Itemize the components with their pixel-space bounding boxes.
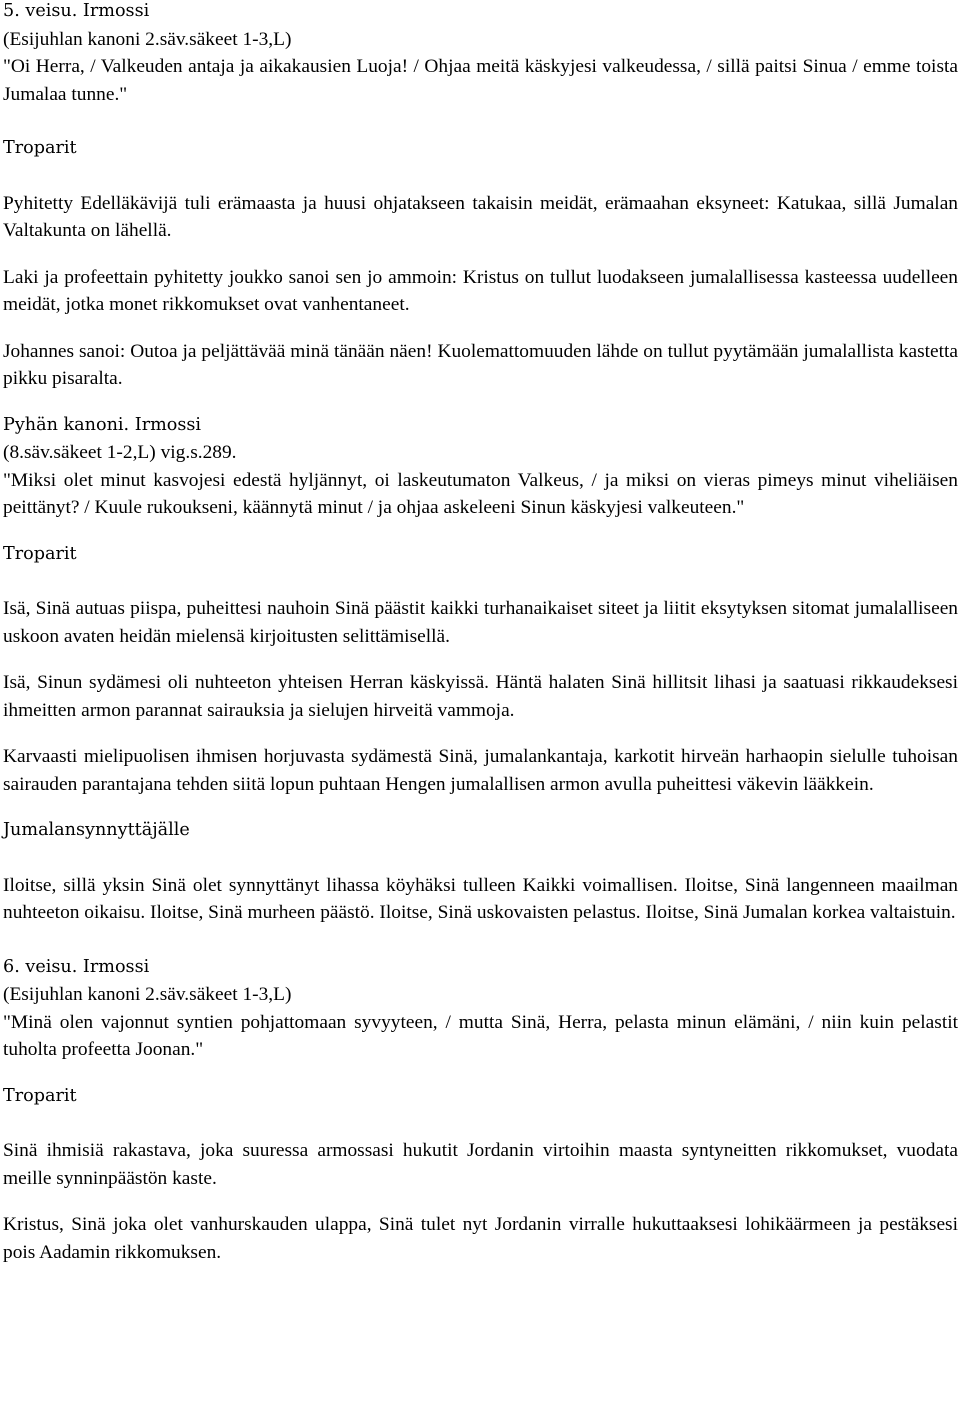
- troparit-label: Troparit: [3, 543, 77, 564]
- section-heading: 6. veisu. Irmossi: [3, 956, 150, 977]
- canon-note: (Esijuhlan kanoni 2.säv.säkeet 1-3,L): [3, 28, 292, 50]
- troparion: Karvaasti mielipuolisen ihmisen horjuvasta sydämestä Sinä, jumalankantaja, karkotit hirveän harhaopin sielulle tuhoisan sairauden parantajana tehden siitä lopun puhtaan Hengen jumalallisen armon avulla puheittesi väkevin lääkkein.: [3, 746, 958, 795]
- troparion: Johannes sanoi: Outoa ja peljättävää minä tänään näen! Kuolemattomuuden lähde on tullut pyytämään jumalallista kastetta pikku pisaralta.: [3, 340, 958, 389]
- section-heading: 5. veisu. Irmossi: [3, 1, 150, 21]
- troparion: Kristus, Sinä joka olet vanhurskauden ulappa, Sinä tulet nyt Jordanin virralle hukuttaaksesi lohikäärmeen ja pestäksesi pois Aadamin rikkomuksen.: [3, 1214, 958, 1263]
- troparion: Laki ja profeettain pyhitetty joukko sanoi sen jo ammoin: Kristus on tullut luodakseen jumalallisessa kasteessa uudelleen meidät, jotka monet rikkomukset ovat vanhentaneet.: [3, 266, 958, 315]
- irmos-text: "Miksi olet minut kasvojesi edestä hyljännyt, oi laskeutumaton Valkeus, / ja miksi on vieras pimeys minut viheliäisen peittänyt? / Kuule rukoukseni, käännytä minut / ja ohjaa askeleeni Sinun käskyjesi valkeuteen.": [3, 469, 958, 518]
- theotokion-text: Iloitse, sillä yksin Sinä olet synnyttänyt lihassa köyhäksi tulleen Kaikki voimallisen. Iloitse, Sinä langenneen maailman nuhteeton oikaisu. Iloitse, Sinä murheen päästö. Iloitse, Sinä uskovaisten pelastus. Iloitse, Sinä Jumalan korkea valtaistuin.: [3, 874, 958, 923]
- irmos-text: "Oi Herra, / Valkeuden antaja ja aikakausien Luoja! / Ohjaa meitä käskyjesi valkeudessa, / sillä paitsi Sinua / emme toista Jumalaa tunne.": [3, 56, 958, 105]
- troparion: Pyhitetty Edelläkävijä tuli erämaasta ja huusi ohjatakseen takaisin meidät, erämaahan eksyneet: Katukaa, sillä Jumalan Valtakunta on lähellä.: [3, 192, 958, 241]
- troparit-label: Troparit: [3, 138, 77, 158]
- irmos-text: "Minä olen vajonnut syntien pohjattomaan syvyyteen, / mutta Sinä, Herra, pelasta minun elämäni, / niin kuin pelastit tuholta profeetta Joonan.": [3, 1011, 958, 1060]
- canon-note: (Esijuhlan kanoni 2.säv.säkeet 1-3,L): [3, 984, 292, 1005]
- theotokion-label: Jumalansynnyttäjälle: [3, 820, 190, 840]
- section-5th-ode: [3, 0, 958, 393]
- section-heading: Pyhän kanoni. Irmossi: [3, 414, 202, 435]
- troparit-label: Troparit: [3, 1085, 77, 1106]
- section-saint-canon: [3, 412, 958, 927]
- troparion: Isä, Sinun sydämesi oli nuhteeton yhteisen Herran käskyissä. Häntä halaten Sinä hillitsit lihasi ja saatuasi rikkaudeksesi ihmeitten armon parannat sairauksia ja sielujen hirveitä vammoja.: [3, 672, 958, 721]
- section-6th-ode: [3, 954, 958, 1267]
- troparion: Isä, Sinä autuas piispa, puheittesi nauhoin Sinä päästit kaikki turhanaikaiset siteet ja liitit eksytyksen sitomat jumalalliseen uskoon avaten heidän mielensä kirjoitusten selittämisellä.: [3, 598, 958, 647]
- troparion: Sinä ihmisiä rakastava, joka suuressa armossasi hukutit Jordanin virtoihin maasta syntyneitten rikkomukset, vuodata meille synninpäästön kaste.: [3, 1140, 958, 1189]
- canon-note: (8.säv.säkeet 1-2,L) vig.s.289.: [3, 442, 237, 463]
- document-page: [3, 0, 958, 1266]
